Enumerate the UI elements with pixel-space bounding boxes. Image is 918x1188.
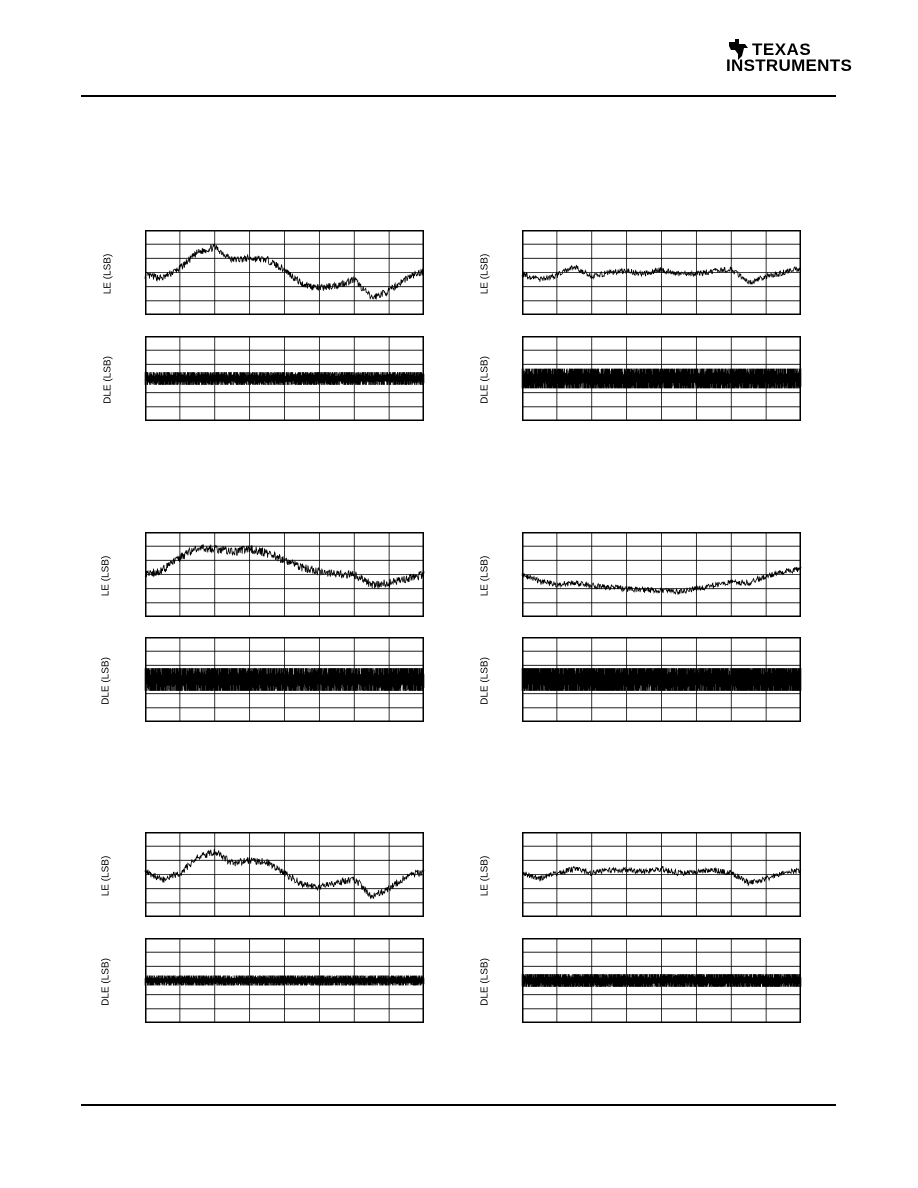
chart-svg-c7 [145, 637, 424, 722]
chart-panel-c10 [522, 832, 801, 917]
chart-panel-c1 [145, 230, 424, 315]
logo-text-texas: TEXAS [752, 40, 812, 59]
footer-rule [81, 1104, 836, 1106]
y-axis-label: DLE (LSB) [100, 957, 112, 1006]
logo-text-instruments: INSTRUMENTS [726, 56, 853, 75]
chart-panel-c2 [522, 230, 801, 315]
y-axis-label: LE (LSB) [100, 555, 112, 596]
y-axis-label: LE (LSB) [100, 855, 112, 896]
dle-trace [522, 974, 801, 987]
chart-panel-c3 [145, 336, 424, 421]
ti-logo [726, 36, 853, 76]
chart-panel-c9 [145, 832, 424, 917]
y-axis-label: DLE (LSB) [479, 957, 491, 1006]
chart-panel-c4 [522, 336, 801, 421]
header-rule [81, 95, 836, 97]
chart-panel-c11 [145, 938, 424, 1023]
y-axis-label: LE (LSB) [102, 253, 114, 294]
chart-panel-c12 [522, 938, 801, 1023]
y-axis-label: DLE (LSB) [102, 355, 114, 404]
dle-trace [522, 668, 801, 691]
chart-svg-c9 [145, 832, 424, 917]
chart-svg-c12 [522, 938, 801, 1023]
chart-svg-c2 [522, 230, 801, 315]
y-axis-label: DLE (LSB) [479, 355, 491, 404]
chart-svg-c6 [522, 532, 801, 617]
dle-trace [522, 369, 801, 389]
chart-svg-c10 [522, 832, 801, 917]
chart-svg-c5 [145, 532, 424, 617]
chart-svg-c8 [522, 637, 801, 722]
y-axis-label: LE (LSB) [479, 253, 491, 294]
y-axis-label: DLE (LSB) [100, 656, 112, 705]
chart-panel-c6 [522, 532, 801, 617]
chart-svg-c1 [145, 230, 424, 315]
chart-svg-c11 [145, 938, 424, 1023]
chart-svg-c3 [145, 336, 424, 421]
chart-panel-c8 [522, 637, 801, 722]
chart-panel-c5 [145, 532, 424, 617]
y-axis-label: DLE (LSB) [479, 656, 491, 705]
y-axis-label: LE (LSB) [479, 555, 491, 596]
y-axis-label: LE (LSB) [479, 855, 491, 896]
chart-panel-c7 [145, 637, 424, 722]
chart-svg-c4 [522, 336, 801, 421]
